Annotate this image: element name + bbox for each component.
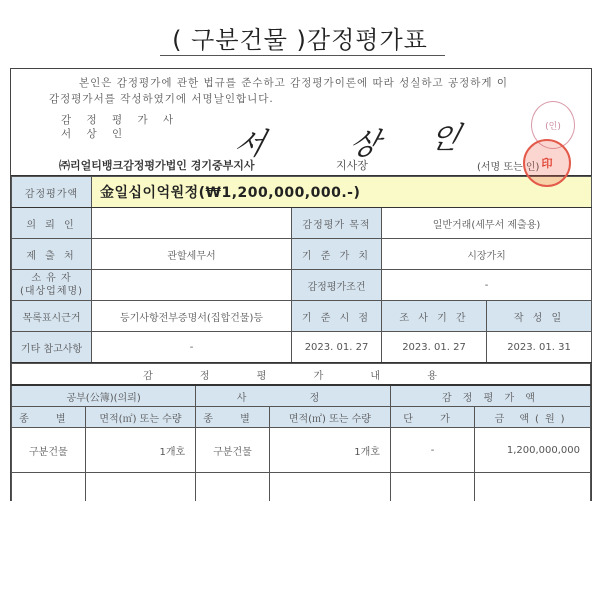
owner-value	[92, 270, 292, 301]
certification-section	[11, 69, 591, 176]
appraiser-role: 감 정 평 가 사	[61, 114, 180, 126]
blank-cell	[85, 473, 196, 502]
client-row	[12, 208, 592, 239]
purpose-label: 감정평가 목적	[292, 208, 382, 239]
col-unit-price-header: 단 가	[390, 407, 474, 428]
submit-label: 제 출 처	[12, 239, 92, 270]
client-value	[92, 208, 292, 239]
appraiser-seal: (인)	[531, 101, 575, 149]
other-label: 기타 참고사항	[12, 332, 92, 363]
firm-name: ㈜리얼티뱅크감정평가법인 경기중부지사	[59, 159, 255, 172]
row-unit-price: -	[390, 428, 474, 473]
signature-char-1: 서	[230, 127, 269, 162]
submit-row	[12, 239, 592, 270]
base-date-label: 기 준 시 점	[292, 301, 382, 332]
blank-cell	[390, 473, 474, 502]
details-section-title: 감 정 평 가 내 용	[12, 364, 591, 386]
owner-sublabel: (대상업체명)	[19, 286, 84, 297]
base-date: 2023. 01. 27	[292, 332, 382, 363]
other-value: -	[92, 332, 292, 363]
amount-label: 감정평가액	[12, 177, 92, 208]
signature-char-3: 인	[425, 121, 464, 156]
details-table	[11, 363, 591, 501]
written-date-label: 작 성 일	[487, 301, 592, 332]
condition-value: -	[382, 270, 592, 301]
col-type-header: 종 별	[12, 407, 86, 428]
written-date: 2023. 01. 31	[487, 332, 592, 363]
survey-period: 2023. 01. 27	[382, 332, 487, 363]
group-value-header: 감 정 평 가 액	[390, 385, 590, 407]
blank-cell	[196, 473, 270, 502]
row-area: 1개호	[85, 428, 196, 473]
company-seal: 印	[523, 139, 571, 187]
appraisal-form	[10, 68, 592, 501]
appraiser-block	[61, 113, 179, 141]
owner-label-cell	[12, 270, 92, 301]
row-area2: 1개호	[269, 428, 390, 473]
row-type: 구분건물	[12, 428, 86, 473]
owner-row	[12, 270, 592, 301]
basis-value-label: 기 준 가 치	[292, 239, 382, 270]
col-amount-header: 금 액(원)	[475, 407, 591, 428]
group-header-row	[12, 385, 591, 407]
submit-value: 관할세무서	[92, 239, 292, 270]
intro-line-1: 본인은 감정평가에 관한 법규를 준수하고 감정평가이론에 따라 성실하고 공정하게 이	[79, 77, 509, 89]
owner-label: 소 유 자	[31, 273, 72, 284]
amount-value: 金일십이억원정(₩1,200,000,000.-)	[92, 177, 592, 208]
amount-row	[12, 177, 592, 208]
appraiser-name: 서 상 인	[61, 128, 129, 140]
group-public-header: 공부(公簿)(의뢰)	[12, 385, 196, 407]
col-type2-header: 종 별	[196, 407, 270, 428]
table-row	[12, 428, 591, 473]
branch-title: 지사장	[336, 159, 368, 172]
listing-row	[12, 301, 592, 332]
condition-label: 감정평가조건	[292, 270, 382, 301]
row-type2: 구분건물	[196, 428, 270, 473]
details-title-row	[12, 364, 591, 386]
listing-value: 등기사항전부증명서(집합건물)등	[92, 301, 292, 332]
sign-note: (서명 또는 인)	[477, 162, 540, 173]
basis-value-value: 시장가치	[382, 239, 592, 270]
other-row	[12, 332, 592, 363]
col-area-header: 면적(㎡) 또는 수량	[85, 407, 196, 428]
purpose-value: 일반거래(세무서 제출용)	[382, 208, 592, 239]
listing-label: 목록표시근거	[12, 301, 92, 332]
row-amount: 1,200,000,000	[475, 428, 591, 473]
page-title: ( 구분건물 )감정평가표	[172, 26, 428, 54]
col-area2-header: 면적(㎡) 또는 수량	[269, 407, 390, 428]
blank-cell	[12, 473, 86, 502]
title-underline	[160, 55, 445, 56]
signature-char-2: 상	[345, 127, 384, 162]
blank-cell	[269, 473, 390, 502]
intro-line-2: 감정평가서를 작성하였기에 서명날인합니다.	[49, 93, 274, 105]
survey-period-label: 조 사 기 간	[382, 301, 487, 332]
blank-row	[12, 473, 591, 502]
column-header-row	[12, 407, 591, 428]
client-label: 의 뢰 인	[12, 208, 92, 239]
blank-cell	[475, 473, 591, 502]
group-survey-header: 사 정	[196, 385, 391, 407]
summary-table	[11, 176, 592, 363]
